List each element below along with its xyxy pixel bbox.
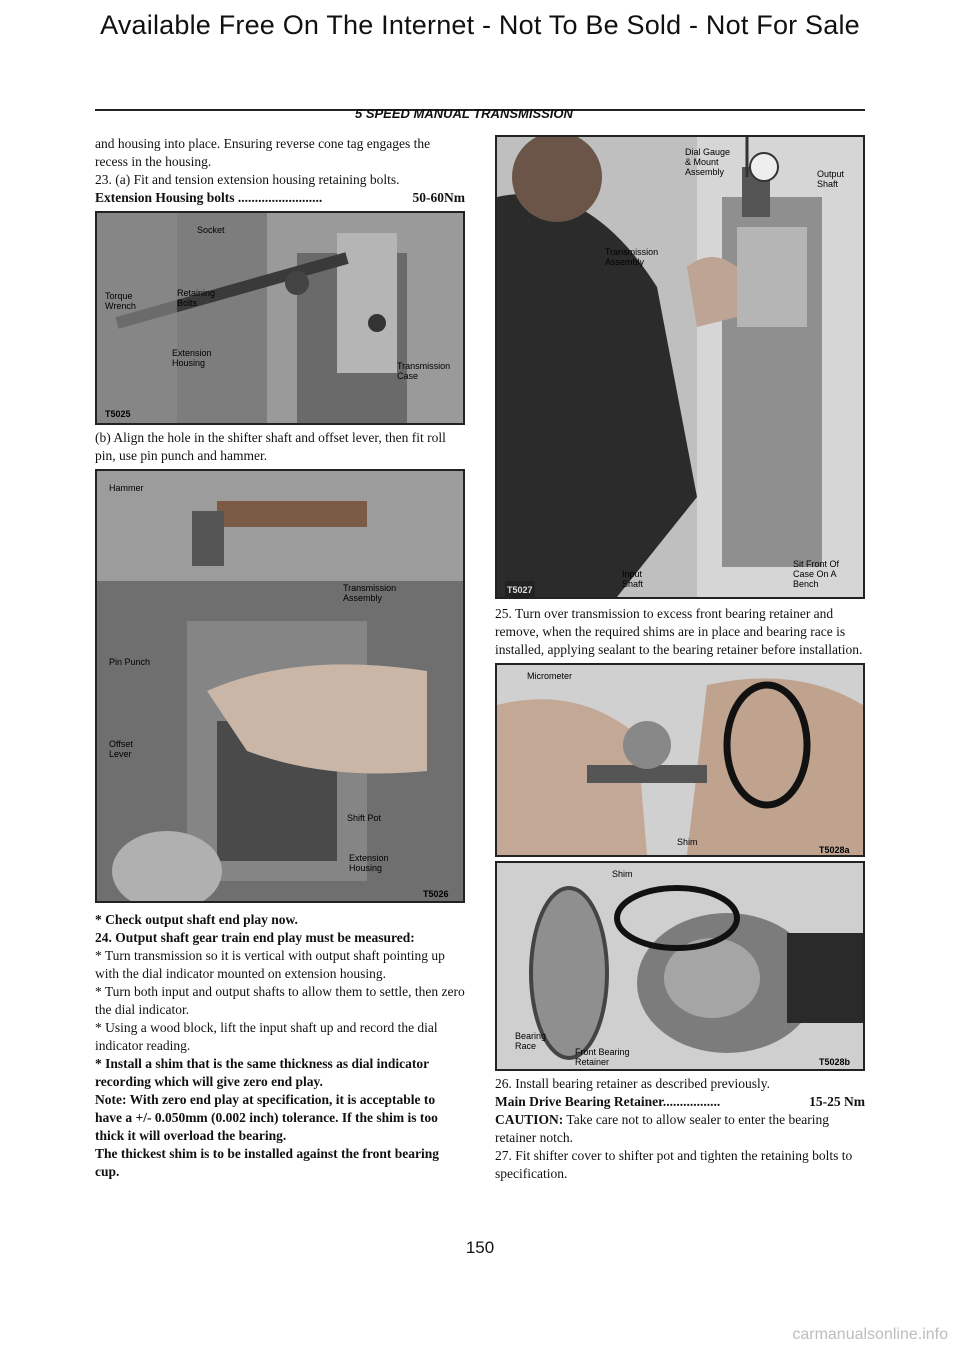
page-number: 150 xyxy=(465,1238,495,1257)
label-retaining-bolts: Retaining Bolts xyxy=(177,288,216,308)
label-dial-gauge: Dial Gauge & Mount Assembly xyxy=(685,147,731,177)
caution-text: Take care not to allow sealer to enter the bearing retainer notch. xyxy=(495,1112,829,1145)
label-transmission-assembly: Transmission Assembly xyxy=(343,583,397,603)
left-paragraph-10: Note: With zero end play at specification, it is acceptable to have a +/- 0.050mm (0.002 inch) tolerance. If the shim is too thick it will overload the bearing. xyxy=(95,1092,438,1143)
label-output-shaft: Output Shaft xyxy=(817,169,845,189)
photo-extension-housing xyxy=(97,213,463,423)
label-micrometer: Micrometer xyxy=(527,671,573,681)
label-hammer: Hammer xyxy=(109,483,144,493)
left-paragraph-5: 24. Output shaft gear train end play must be measured: xyxy=(95,930,415,945)
section-title: 5 SPEED MANUAL TRANSMISSION xyxy=(355,106,573,121)
label-input-shaft: Input Shaft xyxy=(622,569,644,589)
figure-roll-pin xyxy=(95,469,465,903)
label-sit-front: Sit Front Of Case On A Bench xyxy=(793,559,840,589)
right-paragraph-3: 27. Fit shifter cover to shifter pot and tighten the retaining bolts to specification. xyxy=(495,1148,853,1181)
caution-note xyxy=(495,1111,865,1147)
label-extension-housing: Extension Housing xyxy=(172,348,212,368)
photo-roll-pin xyxy=(97,471,463,901)
label-transmission-assembly: Transmission Assembly xyxy=(605,247,659,267)
label-bearing-race: Bearing Race xyxy=(515,1031,547,1051)
left-column xyxy=(95,135,465,1181)
label-torque-wrench: Torque Wrench xyxy=(105,291,136,311)
spec-value: 15-25 Nm xyxy=(809,1094,865,1109)
photo-dial-gauge xyxy=(497,137,863,597)
label-offset-lever: Offset Lever xyxy=(109,739,133,759)
photo-micrometer xyxy=(497,665,863,855)
left-paragraph-7: * Turn both input and output shafts to allow them to settle, then zero the dial indicator. xyxy=(95,984,465,1017)
label-shim: Shim xyxy=(612,869,633,879)
label-transmission-case: Transmission Case xyxy=(397,361,451,381)
label-extension-housing: Extension Housing xyxy=(349,853,389,873)
label-socket: Socket xyxy=(197,225,225,235)
page-banner: Available Free On The Internet - Not To Be Sold - Not For Sale xyxy=(100,10,860,40)
right-paragraph-1: 25. Turn over transmission to excess front bearing retainer and remove, when the required shims are in place and bearing race is installed, applying sealant to the bearing retainer before installation. xyxy=(495,606,863,657)
watermark: carmanualsonline.info xyxy=(792,1326,948,1343)
left-paragraph-11: The thickest shim is to be installed against the front bearing cup. xyxy=(95,1146,440,1179)
spec-label: Extension Housing bolts ......................... xyxy=(95,190,323,205)
figure-code: T5028a xyxy=(819,845,850,855)
left-paragraph-6: * Turn transmission so it is vertical with output shaft pointing up with the dial indicator mounted on extension housing. xyxy=(95,948,445,981)
left-paragraph-1: and housing into place. Ensuring reverse cone tag engages the recess in the housing. xyxy=(95,136,431,169)
figure-extension-housing-bolts xyxy=(95,211,465,425)
left-paragraph-8: * Using a wood block, lift the input shaft up and record the dial indicator reading. xyxy=(95,1020,438,1053)
right-column xyxy=(495,135,865,1183)
spec-extension-housing-bolts xyxy=(95,189,465,207)
spec-value: 50-60Nm xyxy=(412,190,465,205)
figure-code: T5027 xyxy=(505,581,535,599)
section-header xyxy=(95,106,865,121)
figure-code: T5025 xyxy=(105,409,131,419)
figure-shim-bearing xyxy=(495,861,865,1071)
left-paragraph-4: * Check output shaft end play now. xyxy=(95,912,298,927)
caution-label: CAUTION: xyxy=(495,1112,564,1127)
right-paragraph-2: 26. Install bearing retainer as described previously. xyxy=(495,1076,771,1091)
left-paragraph-9: * Install a shim that is the same thickness as dial indicator recording which will give zero end play. xyxy=(95,1056,429,1089)
left-paragraph-3: (b) Align the hole in the shifter shaft and offset lever, then fit roll pin, use pin punch and hammer. xyxy=(95,430,446,463)
spec-main-drive-bearing-retainer xyxy=(495,1093,865,1111)
label-pin-punch: Pin Punch xyxy=(109,657,151,667)
left-paragraph-2: 23. (a) Fit and tension extension housing retaining bolts. xyxy=(95,172,400,187)
figure-code: T5026 xyxy=(423,889,449,899)
figure-dial-gauge xyxy=(495,135,865,599)
photo-shim-bearing xyxy=(497,863,863,1069)
spec-label: Main Drive Bearing Retainer................. xyxy=(495,1094,721,1109)
figure-micrometer xyxy=(495,663,865,857)
label-shift-pot: Shift Pot xyxy=(347,813,382,823)
label-front-bearing-retainer: Front Bearing Retainer xyxy=(575,1047,630,1067)
label-shim: Shim xyxy=(677,837,698,847)
figure-code: T5028b xyxy=(819,1057,851,1067)
